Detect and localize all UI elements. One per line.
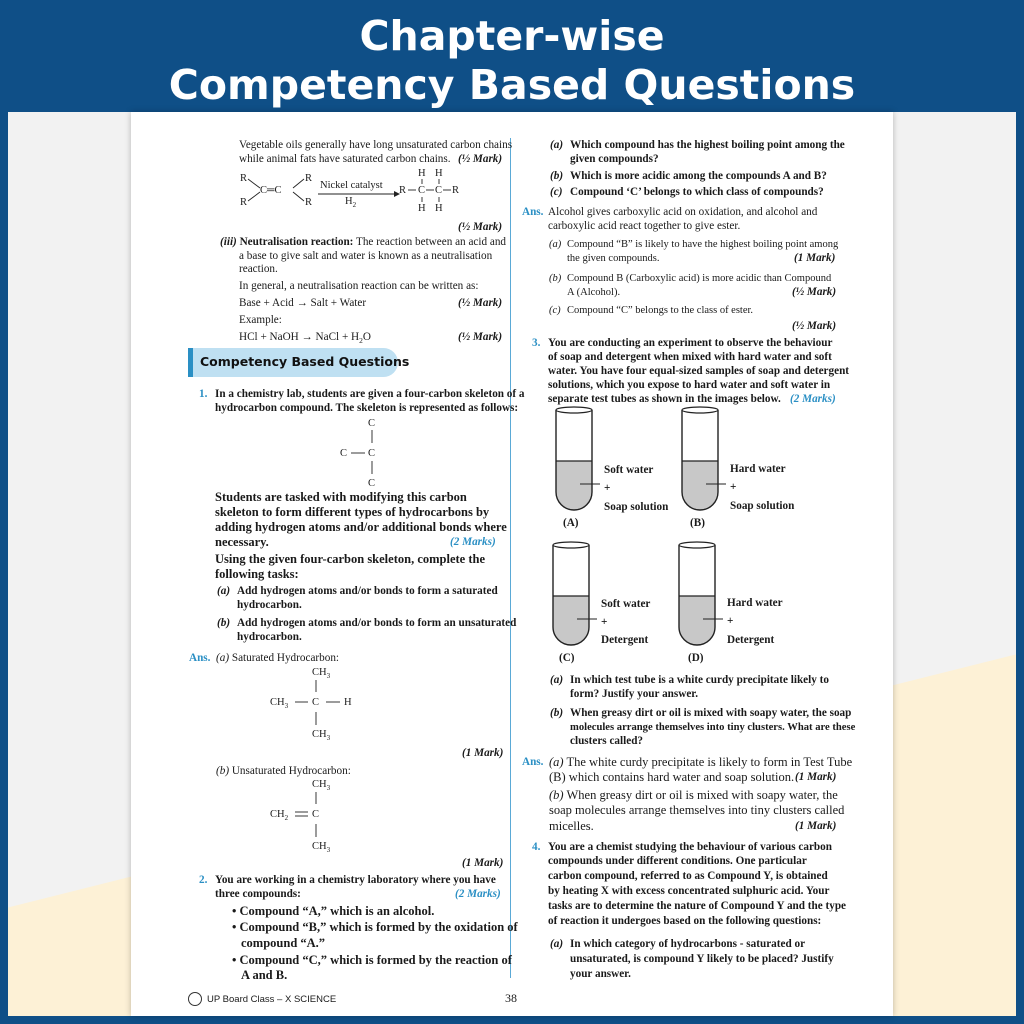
neutralisation-line2: a base to give salt and water is known as a neutralisation xyxy=(239,250,493,262)
ans2c-text: Compound “C” belongs to the class of ester. xyxy=(567,305,754,316)
sub-label: (b) xyxy=(550,170,564,182)
ans-a-text: (a) Saturated Hydrocarbon: xyxy=(216,652,340,664)
section-heading: Competency Based Questions xyxy=(200,354,410,369)
skeleton-c: C xyxy=(368,478,376,489)
intro-line2: while animal fats have saturated carbon chains. xyxy=(239,153,451,165)
ans3b-line2: soap molecules arrange themselves into tiny clusters called xyxy=(549,803,845,817)
q2a-line2: given compounds? xyxy=(570,153,659,165)
q2b-text: Which is more acidic among the compounds A and B? xyxy=(570,170,827,182)
tube-d-water-label: Hard water xyxy=(727,597,783,609)
q3-line3: water. You have four equal-sized samples of soap and detergent xyxy=(548,365,850,377)
question-number: 1. xyxy=(199,388,208,400)
skeleton-c: C xyxy=(340,448,348,459)
tube-b-water-label: Hard water xyxy=(730,463,786,475)
hcl-equation: HCl + NaOH → NaCl + $H_2O$ xyxy=(239,331,371,346)
mark-label: (½ Mark) xyxy=(458,297,503,309)
ch2-group: $CH_2$ xyxy=(270,809,289,823)
q1-para-line2: skeleton to form different types of hydrocarbons by xyxy=(215,505,490,519)
h2-label: $H_2$ xyxy=(345,196,357,210)
bond-lines xyxy=(406,176,456,208)
neutralisation-line3: reaction. xyxy=(239,263,278,275)
sub-label: (a) xyxy=(550,139,564,151)
tube-d-agent-label: Detergent xyxy=(727,634,775,646)
tube-d-plus: + xyxy=(727,615,734,627)
q1a-line1: Add hydrogen atoms and/or bonds to form a saturated xyxy=(237,585,498,597)
q3a-line2: form? Justify your answer. xyxy=(570,688,699,700)
q4-line6: of reaction it undergoes based on the following questions: xyxy=(548,915,822,927)
tube-b-plus: + xyxy=(730,481,737,493)
mark-label: (½ Mark) xyxy=(792,286,837,298)
chem-r: R xyxy=(240,173,248,184)
chem-r: R xyxy=(399,185,407,196)
q3a-line1: In which test tube is a white curdy precipitate likely to xyxy=(570,674,829,686)
mark-label: (1 Mark) xyxy=(462,857,504,869)
sub-label: (c) xyxy=(549,305,561,316)
skeleton-bonds xyxy=(345,428,385,478)
chem-c: C xyxy=(435,185,443,196)
chem-r: R xyxy=(452,185,460,196)
mark-label: (1 Mark) xyxy=(795,771,837,783)
banner-title-line1: Chapter-wise xyxy=(359,12,665,60)
chem-c: C xyxy=(418,185,426,196)
q2a-line1: Which compound has the highest boiling point among the xyxy=(570,139,845,151)
tube-a-label: (A) xyxy=(563,517,579,529)
skeleton-c: C xyxy=(368,418,376,429)
q1-task-line2: following tasks: xyxy=(215,567,299,581)
sub-label: (a) xyxy=(217,585,231,597)
column-divider xyxy=(510,138,511,978)
q1-line2: hydrocarbon compound. The skeleton is represented as follows: xyxy=(215,402,519,414)
question-number: 2. xyxy=(199,874,208,886)
chem-r: R xyxy=(305,173,313,184)
test-tube-d-icon xyxy=(675,541,735,653)
sub-label: (b) xyxy=(217,617,231,629)
example-label: Example: xyxy=(239,314,282,326)
q4-line3: carbon compound, referred to as Compound Y, is obtained xyxy=(548,870,828,882)
base-acid-equation: Base + Acid → Salt + Water xyxy=(239,297,367,309)
chem-h: H xyxy=(418,203,426,214)
tube-a-plus: + xyxy=(604,482,611,494)
q2-bullet-c: • Compound “C,” which is formed by the reaction of xyxy=(232,953,512,967)
q1-line1: In a chemistry lab, students are given a four-carbon skeleton of a xyxy=(215,388,525,400)
reaction-arrow xyxy=(318,190,400,198)
banner xyxy=(0,0,1024,112)
ans3a-line2: (B) which contains hard water and soap solution. xyxy=(549,770,795,784)
marks-label: (2 Marks) xyxy=(790,393,836,405)
question-number: 4. xyxy=(532,841,541,853)
chem-h: H xyxy=(435,203,443,214)
sub-label: (c) xyxy=(550,186,563,198)
footer-book-title: UP Board Class – X SCIENCE xyxy=(207,994,337,1005)
q2-bullet-b: • Compound “B,” which is formed by the oxidation of xyxy=(232,920,518,934)
q2-line1: You are working in a chemistry laboratory where you have xyxy=(215,874,496,886)
bond-lines xyxy=(246,176,316,206)
chem-r: R xyxy=(305,197,313,208)
q3-line1: You are conducting an experiment to observe the behaviour xyxy=(548,337,833,349)
chem-cc-double: C═C xyxy=(260,185,282,196)
ans3b-line1: (b) When greasy dirt or oil is mixed with soapy water, the xyxy=(549,788,838,802)
q4-line4: by heating X with excess concentrated sulphuric acid. Your xyxy=(548,885,830,897)
q3-line2: of soap and detergent when mixed with hard water and soft xyxy=(548,351,832,363)
q2-line2: three compounds: xyxy=(215,888,301,900)
q4a-line1: In which category of hydrocarbons - saturated or xyxy=(570,938,806,950)
sub-label: (b) xyxy=(550,707,564,719)
chem-r: R xyxy=(240,197,248,208)
q4a-line3: your answer. xyxy=(570,968,631,980)
ch3-group: $CH_3$ xyxy=(312,779,331,793)
chem-c: C xyxy=(312,697,320,708)
q4-line1: You are a chemist studying the behaviour of various carbon xyxy=(548,841,832,853)
ans3a-line1: (a) The white curdy precipitate is likely to form in Test Tube xyxy=(549,755,853,769)
ans3b-line3: micelles. xyxy=(549,819,594,833)
tube-c-water-label: Soft water xyxy=(601,598,651,610)
test-tube-b-icon xyxy=(678,406,738,518)
tube-c-agent-label: Detergent xyxy=(601,634,649,646)
ch3-group: $CH_3$ xyxy=(312,667,331,681)
ans-b-text: (b) Unsaturated Hydrocarbon: xyxy=(216,765,351,777)
question-number: 3. xyxy=(532,337,541,349)
ans2-line1: Alcohol gives carboxylic acid on oxidation, and alcohol and xyxy=(548,206,818,218)
q1-para-line4: necessary. xyxy=(215,535,269,549)
publisher-logo-icon xyxy=(188,992,202,1006)
ans2b-line1: Compound B (Carboxylic acid) is more acidic than Compound xyxy=(567,273,832,284)
tube-c-plus: + xyxy=(601,616,608,628)
ch3-group: $CH_3$ xyxy=(312,729,331,743)
saturated-bonds xyxy=(290,678,350,730)
chem-h: H xyxy=(344,697,352,708)
q1-para-line1: Students are tasked with modifying this carbon xyxy=(215,490,467,504)
q3-line5: separate test tubes as shown in the images below. xyxy=(548,393,781,405)
page-number: 38 xyxy=(505,991,517,1005)
tube-b-label: (B) xyxy=(690,517,705,529)
q1a-line2: hydrocarbon. xyxy=(237,599,302,611)
q2-bullet-c-cont: A and B. xyxy=(241,968,288,982)
marks-label: (2 Marks) xyxy=(455,888,501,900)
ans2a-line2: the given compounds. xyxy=(567,253,660,264)
tube-a-water-label: Soft water xyxy=(604,464,654,476)
ans2-line2: carboxylic acid react together to give ester. xyxy=(548,220,741,232)
q3b-line1: When greasy dirt or oil is mixed with soapy water, the soap xyxy=(570,707,852,719)
mark-label: (1 Mark) xyxy=(462,747,504,759)
answer-label: Ans. xyxy=(522,206,544,218)
ch3-group: $CH_3$ xyxy=(312,841,331,855)
q3b-line2: molecules arrange themselves into tiny clusters. What are these xyxy=(570,722,856,733)
ans2b-line2: A (Alcohol). xyxy=(567,287,621,298)
ch3-group: $CH_3$ xyxy=(270,697,289,711)
test-tube-a-icon xyxy=(552,406,612,518)
test-tube-c-icon xyxy=(549,541,609,653)
general-text: In general, a neutralisation reaction can be written as: xyxy=(239,280,479,292)
banner-title-line2: Competency Based Questions xyxy=(168,61,856,109)
chem-c: C xyxy=(312,809,320,820)
q2c-text: Compound ‘C’ belongs to which class of compounds? xyxy=(570,186,824,198)
tube-a-agent-label: Soap solution xyxy=(604,501,669,513)
unsaturated-bonds xyxy=(290,790,330,842)
mark-label: (½ Mark) xyxy=(458,221,503,233)
mark-label: (½ Mark) xyxy=(458,331,503,343)
tube-d-label: (D) xyxy=(688,652,704,664)
chem-h: H xyxy=(435,168,443,179)
q1-task-line1: Using the given four-carbon skeleton, complete the xyxy=(215,552,485,566)
sub-label: (a) xyxy=(550,938,564,950)
mark-label: (½ Mark) xyxy=(792,320,837,332)
q4a-line2: unsaturated, is compound Y likely to be placed? Justify xyxy=(570,953,834,965)
tube-b-agent-label: Soap solution xyxy=(730,500,795,512)
neutralisation-line1: (iii) Neutralisation reaction: The reaction between an acid and xyxy=(220,236,507,248)
skeleton-c: C xyxy=(368,448,376,459)
q1b-line1: Add hydrogen atoms and/or bonds to form an unsaturated xyxy=(237,617,517,629)
mark-label: (½ Mark) xyxy=(458,153,503,165)
q2-bullet-a: • Compound “A,” which is an alcohol. xyxy=(232,904,435,918)
q3b-line3: clusters called? xyxy=(570,735,644,747)
marks-label: (2 Marks) xyxy=(450,536,496,548)
q1b-line2: hydrocarbon. xyxy=(237,631,302,643)
q1-para-line3: adding hydrogen atoms and/or additional bonds where xyxy=(215,520,507,534)
intro-line1: Vegetable oils generally have long unsaturated carbon chains xyxy=(239,139,513,151)
q3-line4: solutions, which you expose to hard water and soft water in xyxy=(548,379,831,391)
catalyst-label: Nickel catalyst xyxy=(320,180,383,191)
chem-h: H xyxy=(418,168,426,179)
answer-label: Ans. xyxy=(522,756,544,768)
mark-label: (1 Mark) xyxy=(795,820,837,832)
q4-line5: tasks are to determine the nature of Compound Y and the type xyxy=(548,900,847,912)
q2-bullet-b-cont: compound “A.” xyxy=(241,936,326,950)
q4-line2: compounds under different conditions. One particular xyxy=(548,855,807,867)
sub-label: (b) xyxy=(549,273,562,284)
tube-c-label: (C) xyxy=(559,652,575,664)
answer-label: Ans. xyxy=(189,652,211,664)
mark-label: (1 Mark) xyxy=(794,252,836,264)
sub-label: (a) xyxy=(549,239,562,250)
ans2a-line1: Compound “B” is likely to have the highest boiling point among xyxy=(567,239,839,250)
sub-label: (a) xyxy=(550,674,564,686)
